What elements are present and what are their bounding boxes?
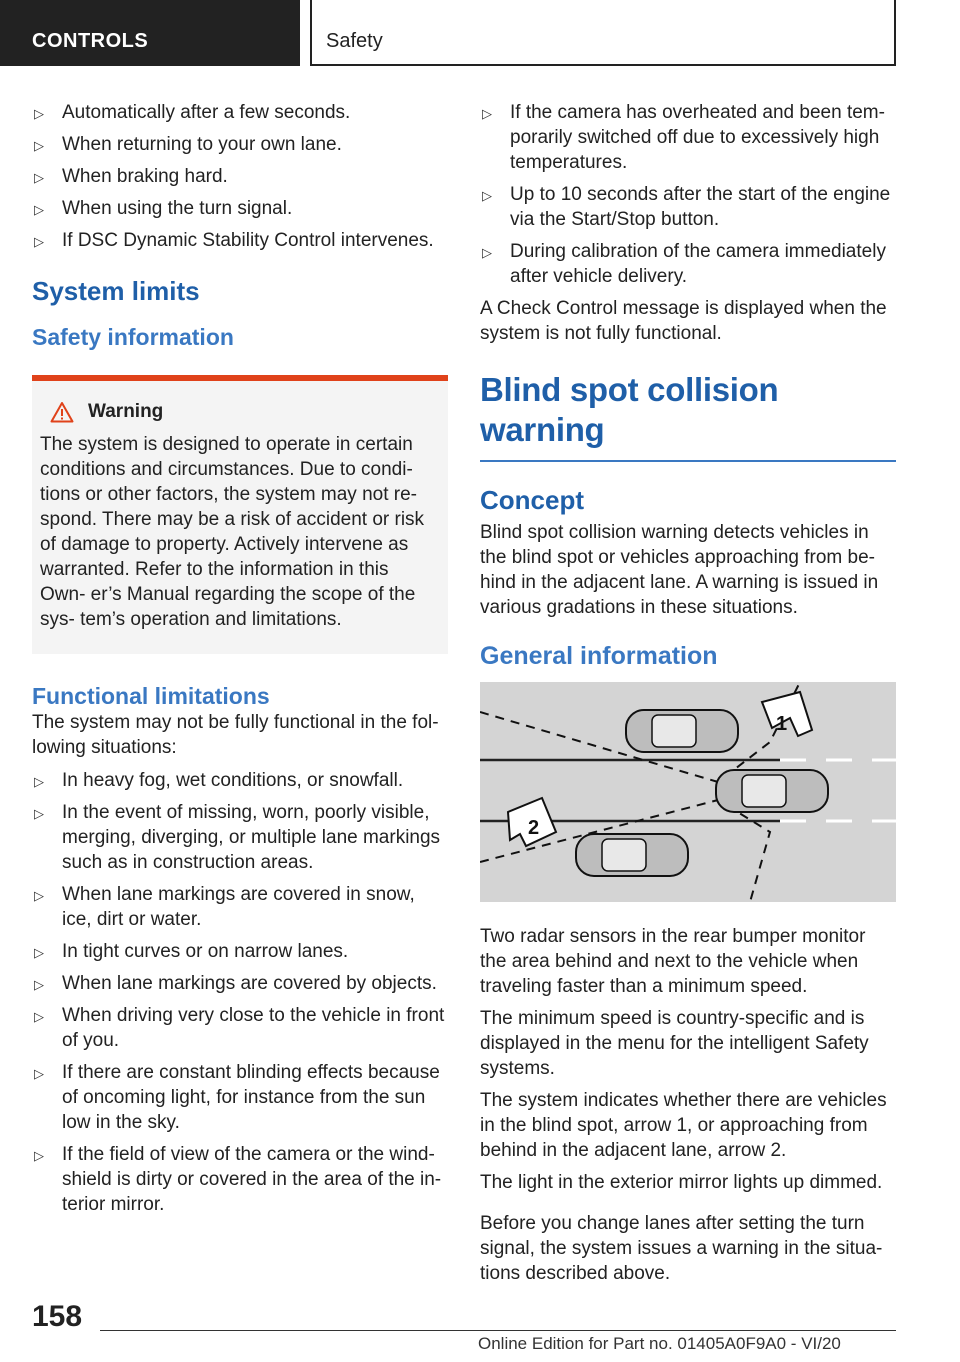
triangle-bullet-icon: ▷ <box>34 977 44 992</box>
general-information-heading: General information <box>480 642 718 670</box>
functional-limitations-heading: Functional limitations <box>32 683 270 709</box>
page-header <box>0 0 960 66</box>
triangle-bullet-icon: ▷ <box>34 1066 44 1081</box>
left-column <box>32 100 448 1224</box>
triangle-bullet-icon: ▷ <box>482 106 492 121</box>
paragraph: Before you change lanes after setting the turn signal, the system issues a warning in the situa‐ tions described above. <box>480 1213 883 1284</box>
triangle-bullet-icon: ▷ <box>34 202 44 217</box>
edition-text: Online Edition for Part no. 01405A0F9A0 - VI/20 <box>478 1334 841 1353</box>
svg-text:2: 2 <box>528 817 540 839</box>
list-item: ▷ When lane markings are covered in snow, ice, dirt or water. <box>34 884 415 930</box>
warning-text: The system is designed to operate in certain conditions and circumstances. Due to condi‐ tions or other factors, the system may not re‐ spond. There may be a risk of accident or risk of damage to property. Actively intervene as warranted. Refer to the information in this Own‐ er’s Manual regarding the scope of the sys‐ tem’s operation and limitations. <box>40 434 425 630</box>
chapter-label: Safety <box>310 0 896 66</box>
paragraph: Two radar sensors in the rear bumper monitor the area behind and next to the vehicle when traveling faster than a minimum speed. <box>480 926 866 997</box>
triangle-bullet-icon: ▷ <box>34 1148 44 1163</box>
list-item: ▷ If DSC Dynamic Stability Control intervenes. <box>32 228 448 253</box>
triangle-bullet-icon: ▷ <box>34 106 44 121</box>
camera-conditions-list <box>480 100 896 289</box>
blind-spot-title: Blind spot collision warning <box>480 370 896 462</box>
list-item: ▷ In the event of missing, worn, poorly visible, merging, diverging, or multiple lane markings such as in construction areas. <box>34 802 441 873</box>
svg-text:1: 1 <box>776 713 788 735</box>
list-item: ▷ In heavy fog, wet conditions, or snowfall. <box>32 768 448 793</box>
list-item: ▷ If the camera has overheated and been tem‐ porarily switched off due to excessively high temperatures. <box>482 102 885 173</box>
intro-list <box>32 100 448 253</box>
limitations-list <box>32 768 448 1217</box>
triangle-bullet-icon: ▷ <box>34 945 44 960</box>
page-number: 158 <box>32 1300 83 1333</box>
list-item: ▷ When driving very close to the vehicle in front of you. <box>34 1005 445 1051</box>
paragraph: The system indicates whether there are vehicles in the blind spot, arrow 1, or approaching from behind in the adjacent lane, arrow 2. <box>480 1090 887 1161</box>
list-item: ▷ Up to 10 seconds after the start of the engine via the Start/Stop button. <box>482 184 891 230</box>
triangle-bullet-icon: ▷ <box>482 188 492 203</box>
triangle-bullet-icon: ▷ <box>34 806 44 821</box>
section-label: CONTROLS <box>0 0 300 66</box>
list-item: ▷ If there are constant blinding effects because of oncoming light, for instance from the sun low in the sky. <box>34 1062 440 1133</box>
list-item: ▷ When braking hard. <box>32 164 448 189</box>
triangle-bullet-icon: ▷ <box>34 138 44 153</box>
list-item: ▷ If the field of view of the camera or the wind‐ shield is dirty or covered in the area of the in‐ terior mirror. <box>34 1144 442 1215</box>
warning-title: Warning <box>50 399 438 424</box>
paragraph: The minimum speed is country-specific and is displayed in the menu for the intelligent Safety systems. <box>480 1008 869 1079</box>
triangle-bullet-icon: ▷ <box>34 888 44 903</box>
functional-limitations-intro: The system may not be fully functional in the fol‐ lowing situations: <box>32 712 439 758</box>
list-item: ▷ When returning to your own lane. <box>32 132 448 157</box>
concept-heading: Concept <box>480 485 584 515</box>
list-item: ▷ During calibration of the camera immediately after vehicle delivery. <box>482 241 886 287</box>
warning-box <box>32 375 448 654</box>
road-diagram <box>480 682 896 902</box>
system-limits-heading: System limits <box>32 276 200 306</box>
list-item: ▷ When using the turn signal. <box>32 196 448 221</box>
list-item: ▷ In tight curves or on narrow lanes. <box>32 939 448 964</box>
triangle-bullet-icon: ▷ <box>34 774 44 789</box>
vehicle-approaching-icon <box>576 834 688 876</box>
triangle-bullet-icon: ▷ <box>34 170 44 185</box>
right-column <box>480 100 896 1293</box>
triangle-bullet-icon: ▷ <box>34 234 44 249</box>
list-item: ▷ Automatically after a few seconds. <box>32 100 448 125</box>
triangle-bullet-icon: ▷ <box>482 245 492 260</box>
safety-information-heading: Safety information <box>32 324 234 350</box>
check-control-text: A Check Control message is displayed when the system is not fully functional. <box>480 298 887 344</box>
footer-divider <box>100 1330 896 1331</box>
paragraph: The light in the exterior mirror lights up dimmed. <box>480 1172 883 1193</box>
list-item: ▷ When lane markings are covered by objects. <box>32 971 448 996</box>
vehicle-blind-spot-icon <box>626 710 738 752</box>
blind-spot-illustration <box>480 682 896 902</box>
own-vehicle-icon <box>716 770 828 812</box>
concept-text: Blind spot collision warning detects vehicles in the blind spot or vehicles approaching from be‐ hind in the adjacent lane. A warning is issued in various gradations in these situations. <box>480 522 879 618</box>
triangle-bullet-icon: ▷ <box>34 1009 44 1024</box>
warning-triangle-icon <box>50 401 74 423</box>
